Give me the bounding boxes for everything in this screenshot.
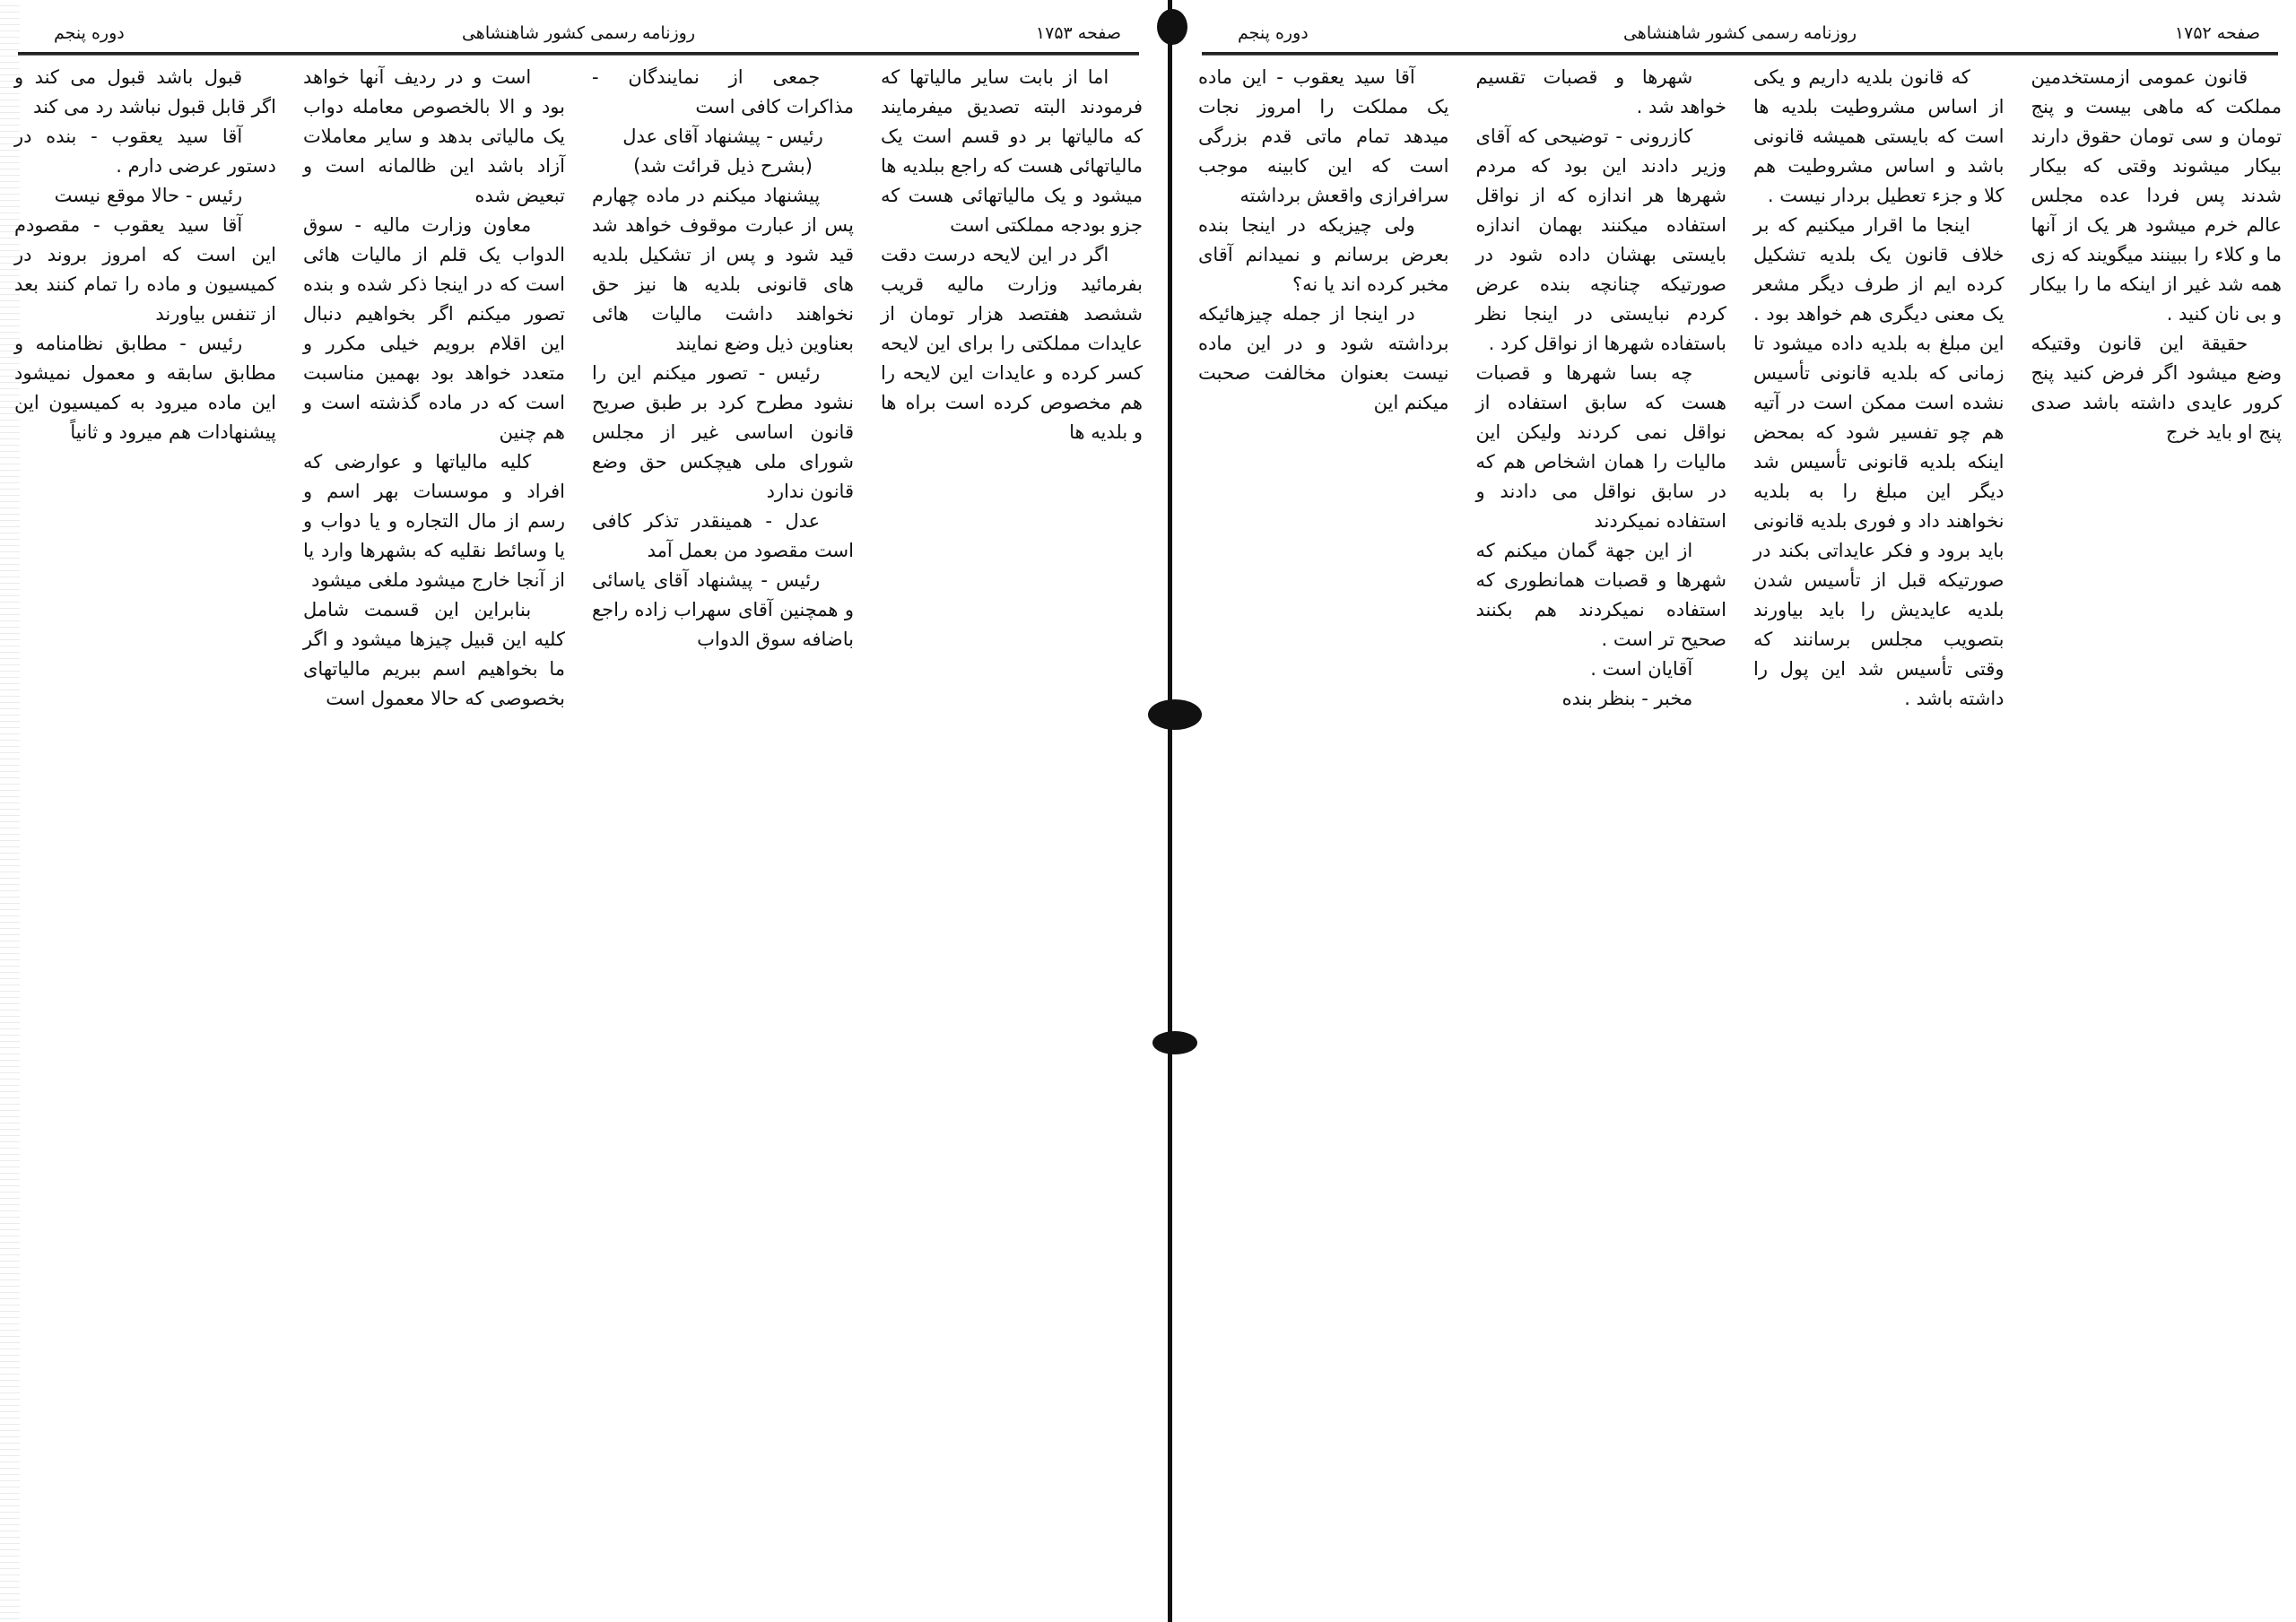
page-number: صفحه ۱۷۵۳ [1035,23,1121,43]
text-column [9,63,282,1604]
paragraph: از این جهة گمان میکنم که شهرها و قصبات همانطوری که استفاده نمیکردند هم بکنند صحیح تر است . [1475,540,1726,650]
paragraph: رئیس - حالا موقع نیست [54,185,243,206]
paragraph: است و در ردیف آنها خواهد بود و الا بالخصوص معامله دواب یک مالیاتی بدهد و سایر معاملات آزاد باشد این ظالمانه است و تبعیض شده [303,66,565,206]
paragraph: ولی چیزیکه در اینجا بنده بعرض برسانم و نمیدانم آقای مخبر کرده اند یا نه؟ [1198,214,1449,295]
section-heading: رئیس - پیشنهاد آقای عدل [622,126,823,147]
text-column [1748,63,2010,1604]
paragraph: که قانون بلدیه داریم و یکی از اساس مشروطیت بلدیه ها است که بایستی همیشه قانونی باشد و اساس مشروطیت هم کلا و جزء تعطیل بردار نیست . [1753,66,2005,206]
text-column [2026,63,2288,1604]
paragraph: عدل - همینقدر تذکر کافی است مقصود من بعمل آمد [592,510,854,561]
newspaper-title: روزنامه رسمی کشور شاهنشاهی [461,23,696,43]
paragraph: قبول باشد قبول می کند و اگر قابل قبول نباشد رد می کند [14,66,276,117]
paragraph: آقا سید یعقوب - مقصودم این است که امروز بروند در کمیسیون و ماده را تمام کنند بعد از تنفس بیاورند [14,214,276,325]
paragraph: اما از بابت سایر مالیاتها که فرمودند البته تصدیق میفرمایند که مالیاتها بر دو قسم است یک مالیاتهائی هست که راجع ببلدیه ها میشود و یک مالیاتهائی هست که جزو بودجه مملکتی است [881,66,1143,236]
paragraph: آقا سید یعقوب - این ماده یک مملکت را امروز نجات میدهد تمام ماتی قدم بزرگی است که این کابینه موجب سرافرازی واقعش برداشته [1198,66,1449,206]
paragraph: چه بسا شهرها و قصبات هست که سابق استفاده از نواقل نمی کردند ولیکن این مالیات را همان اشخاص هم که در سابق نواقل می دادند و استفاده نمیکردند [1475,362,1726,532]
paragraph: کلیه مالیاتها و عوارضی که افراد و موسسات بهر اسم و رسم از مال التجاره و یا دواب و یا وسائط نقلیه که بشهرها وارد یا از آنجا خارج میشود ملغی میشود [303,451,565,591]
paragraph: آقایان است . [1590,658,1693,680]
text-columns [1193,63,2287,1604]
period-label: دوره پنجم [1238,23,1309,43]
paragraph: در اینجا از جمله چیزهائیکه برداشته شود و در این ماده نیست بعنوان مخالفت صحبت میکنم این [1198,303,1449,413]
newspaper-page-right [1184,0,2296,1622]
paragraph: رئیس - پیشنهاد آقای یاسائی و همچنین آقای سهراب زاده راجع باضافه سوق الدواب [592,569,854,650]
page-spine [1168,0,1172,1622]
paragraph: معاون وزارت مالیه - سوق الدواب یک قلم از مالیات هائی است که در اینجا ذکر شده و بنده تصور میکنم اگر بخواهیم دنبال این اقلام برویم خیلی مکرر و متعدد خواهد بود بهمین مناسبت است که در ماده گذشته است و هم چنین [303,214,565,443]
header-rule [18,52,1139,56]
page-number: صفحه ۱۷۵۲ [2174,23,2260,43]
period-label: دوره پنجم [54,23,125,43]
paragraph: رئیس - مطابق نظامنامه و مطابق سابقه و معمول نمیشود این ماده میرود به کمیسیون این پیشنهادات هم میرود و ثانیاً [14,333,276,443]
paragraph: شهرها و قصبات تقسیم خواهد شد . [1475,66,1726,117]
paragraph: رئیس - تصور میکنم این را نشود مطرح کرد بر طبق صریح قانون اساسی غیر از مجلس شورای ملی هیچکس حق وضع قانون ندارد [592,362,854,502]
paragraph: اینجا ما اقرار میکنیم که بر خلاف قانون یک بلدیه تشکیل کرده ایم از طرف دیگر مشعر یک معنی دیگری هم خواهد بود . این مبلغ به بلدیه داده میشود تا زمانی که بلدیه قانونی تأسیس نشده است ممکن است در آتیه هم چو تفسیر شود که بمحض اینکه بلدیه قانونی تأسیس شد دیگر این مبلغ را به بلدیه نخواهند داد و فوری بلدیه قانونی باید برود و فکر عایداتی بکند در صورتیکه قبل از تأسیس شدن بلدیه عایدیش را باید بیاورند بتصویب مجلس برسانند که وقتی تأسیس شد این پول را داشته باشد . [1753,214,2005,709]
paragraph: حقیقة این قانون وقتیکه وضع میشود اگر فرض کنید پنج کرور عایدی داشته باشد صدی پنج او باید خرج [2031,333,2282,443]
paragraph: مخبر - بنظر بنده [1561,688,1693,709]
text-column [298,63,570,1604]
paragraph: آقا سید یعقوب - بنده در دستور عرضی دارم . [14,126,276,177]
header-rule [1202,52,2278,56]
text-column [1193,63,1455,1604]
text-column [875,63,1148,1604]
paragraph: بنابراین این قسمت شامل کلیه این قبیل چیزها میشود و اگر ما بخواهیم اسم ببریم مالیاتهای بخصوصی که حالا معمول است [303,599,565,709]
paragraph: قانون عمومی ازمستخدمین مملکت که ماهی بیست و پنج تومان و سی تومان حقوق دارند بیکار میشوند وقتی که بیکار شدند پس فردا عده مجلس عالم خرم میشود هر یک از آنها ما و کلاء را ببینند میگویند که زی همه شد غیر از اینکه ما را بیکار و بی نان کنید . [2031,66,2282,325]
text-columns [9,63,1148,1604]
newspaper-title: روزنامه رسمی کشور شاهنشاهی [1622,23,1857,43]
page-header [1202,20,2278,50]
paragraph: کازرونی - توضیحی که آقای وزیر دادند این بود که مردم شهرها هر اندازه که از نواقل استفاده میکنند بهمان اندازه بایستی بهشان داده شود در صورتیکه چنانچه بنده عرض کردم نبایستی در اینجا نظر باستفاده شهرها از نواقل کرد . [1475,126,1726,354]
paragraph: اگر در این لایحه درست دقت بفرمائید وزارت مالیه قریب ششصد هفتصد هزار تومان از عایدات مملکتی را برای این لایحه کسر کرده و عایدات این لایحه را هم مخصوص کرده است براه ها و بلدیه ها [881,244,1143,443]
text-column [1471,63,1733,1604]
text-column [587,63,859,1604]
paragraph: جمعی از نمایندگان - مذاکرات کافی است [592,66,854,117]
page-header [18,20,1139,50]
section-heading: (بشرح ذیل قرائت شد) [633,155,813,177]
paragraph: پیشنهاد میکنم در ماده چهارم پس از عبارت موقوف خواهد شد قید شود و پس از تشکیل بلدیه های قانونی بلدیه ها نیز حق نخواهند داشت مالیات هائی بعناوین ذیل وضع نمایند [592,185,854,354]
ink-blot [1157,9,1187,45]
